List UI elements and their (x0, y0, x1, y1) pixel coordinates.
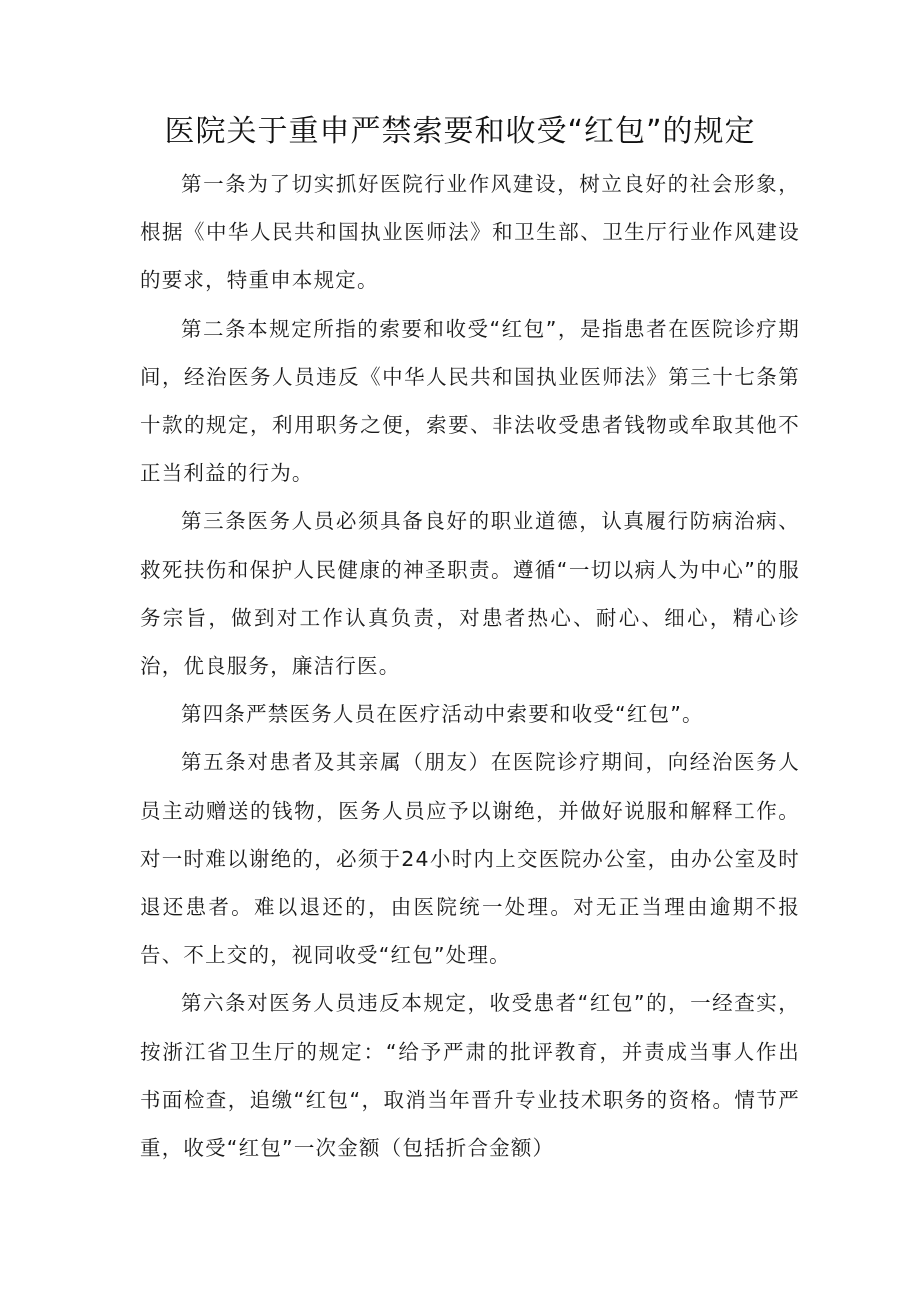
document-body (140, 160, 800, 1172)
document-title: 医院关于重申严禁索要和收受“红包”的规定 (164, 114, 756, 149)
article-4-paragraph: 第四条严禁医务人员在医疗活动中索要和收受“红包”。 (181, 702, 704, 727)
article-1-paragraph: 第一条为了切实抓好医院行业作风建设，树立良好的社会形象，根据《中华人民共和国执业医师法》和卫生部、卫生厅行业作风建设的要求，特重申本规定。 (140, 172, 800, 293)
article-3-paragraph: 第三条医务人员必须具备良好的职业道德，认真履行防病治病、救死扶伤和保护人民健康的神圣职责。遵循“一切以病人为中心”的服务宗旨，做到对工作认真负责，对患者热心、耐心、细心，精心诊治，优良服务，廉洁行医。 (140, 509, 800, 679)
article-6-paragraph: 第六条对医务人员违反本规定，收受患者“红包”的，一经查实，按浙江省卫生厅的规定：“给予严肃的批评教育，并责成当事人作出书面检查，追缴“红包“，取消当年晋升专业技术职务的资格。情节严重，收受“红包”一次金额（包括折合金额） (140, 991, 800, 1161)
article-5-paragraph: 第五条对患者及其亲属（朋友）在医院诊疗期间，向经治医务人员主动赠送的钱物，医务人员应予以谢绝，并做好说服和解释工作。对一时难以谢绝的，必须于24小时内上交医院办公室，由办公室及时退还患者。难以退还的，由医院统一处理。对无正当理由逾期不报告、不上交的，视同收受“红包”处理。 (140, 750, 800, 968)
article-2-paragraph: 第二条本规定所指的索要和收受“红包”，是指患者在医院诊疗期间，经治医务人员违反《中华人民共和国执业医师法》第三十七条第十款的规定，利用职务之便，索要、非法收受患者钱物或牟取其他不正当利益的行为。 (140, 316, 800, 486)
